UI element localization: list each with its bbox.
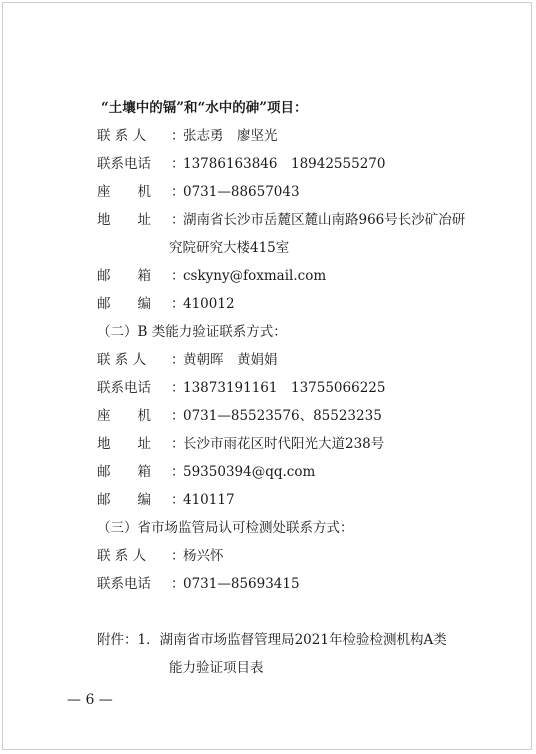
attachment-line-1: 湖南省市场监督管理局2021年检验检测机构A类 bbox=[159, 632, 447, 648]
section-a-postcode-row bbox=[97, 294, 235, 314]
colon: ： bbox=[171, 408, 185, 424]
email-label: 邮 箱 bbox=[97, 464, 151, 480]
colon: ： bbox=[171, 436, 185, 452]
postcode-value: 410117 bbox=[183, 492, 235, 508]
landline-label: 座 机 bbox=[97, 184, 151, 200]
landline-label: 座 机 bbox=[97, 408, 151, 424]
colon: ： bbox=[171, 548, 185, 564]
postcode-value: 410012 bbox=[183, 296, 235, 312]
section-b-email-row bbox=[97, 462, 315, 482]
section-c-contact-row bbox=[97, 546, 224, 566]
contact-value: 黄朝晖 黄娟娟 bbox=[183, 352, 278, 368]
address-label: 地 址 bbox=[97, 212, 151, 228]
colon: ： bbox=[171, 156, 185, 172]
attachment-line-2: 能力验证项目表 bbox=[169, 660, 264, 676]
section-a-contact-row bbox=[97, 126, 278, 146]
email-value: cskyny@foxmail.com bbox=[183, 268, 327, 284]
contact-label: 联 系 人 bbox=[97, 128, 147, 144]
phone-value: 13786163846 18942555270 bbox=[183, 156, 386, 172]
page-number: — 6 — bbox=[67, 692, 113, 708]
section-b-landline-row bbox=[97, 406, 382, 426]
contact-value: 杨兴怀 bbox=[183, 548, 224, 564]
colon: ： bbox=[171, 212, 185, 228]
postcode-label: 邮 编 bbox=[97, 296, 151, 312]
phone-label: 联系电话 bbox=[97, 576, 151, 592]
colon: ： bbox=[171, 576, 185, 592]
colon: ： bbox=[171, 352, 185, 368]
postcode-label: 邮 编 bbox=[97, 492, 151, 508]
landline-value: 0731—88657043 bbox=[183, 184, 300, 200]
email-label: 邮 箱 bbox=[97, 268, 151, 284]
attachment-row bbox=[97, 630, 447, 650]
section-b-heading: （二）B 类能力验证联系方式： bbox=[97, 324, 287, 340]
colon: ： bbox=[171, 268, 185, 284]
section-b-address-row bbox=[97, 434, 384, 454]
phone-label: 联系电话 bbox=[97, 156, 151, 172]
contact-value: 张志勇 廖坚光 bbox=[183, 128, 278, 144]
phone-value: 0731—85693415 bbox=[183, 576, 300, 592]
attachment-label: 附件：1． bbox=[97, 632, 160, 648]
section-a-address-row bbox=[97, 210, 465, 230]
colon: ： bbox=[171, 184, 185, 200]
email-value: 59350394@qq.com bbox=[183, 464, 316, 480]
contact-label: 联 系 人 bbox=[97, 352, 147, 368]
phone-value: 13873191161 13755066225 bbox=[183, 380, 386, 396]
phone-label: 联系电话 bbox=[97, 380, 151, 396]
colon: ： bbox=[171, 380, 185, 396]
section-a-email-row bbox=[97, 266, 326, 286]
colon: ： bbox=[171, 492, 185, 508]
address-line-2: 究院研究大楼415室 bbox=[169, 240, 290, 256]
landline-value: 0731—85523576、85523235 bbox=[183, 408, 382, 424]
address-label: 地 址 bbox=[97, 436, 151, 452]
colon: ： bbox=[171, 128, 185, 144]
section-b-phone-row bbox=[97, 378, 385, 398]
section-a-heading: “土壤中的镉”和“水中的砷”项目： bbox=[101, 100, 308, 116]
contact-label: 联 系 人 bbox=[97, 548, 147, 564]
section-c-phone-row bbox=[97, 574, 300, 594]
section-b-postcode-row bbox=[97, 490, 235, 510]
colon: ： bbox=[171, 464, 185, 480]
section-b-contact-row bbox=[97, 350, 278, 370]
section-a-landline-row bbox=[97, 182, 300, 202]
colon: ： bbox=[171, 296, 185, 312]
address-line-1: 湖南省长沙市岳麓区麓山南路966号长沙矿冶研 bbox=[183, 212, 466, 228]
address-value: 长沙市雨花区时代阳光大道238号 bbox=[183, 436, 385, 452]
section-a-phone-row bbox=[97, 154, 385, 174]
section-c-heading: （三）省市场监管局认可检测处联系方式： bbox=[97, 520, 354, 536]
